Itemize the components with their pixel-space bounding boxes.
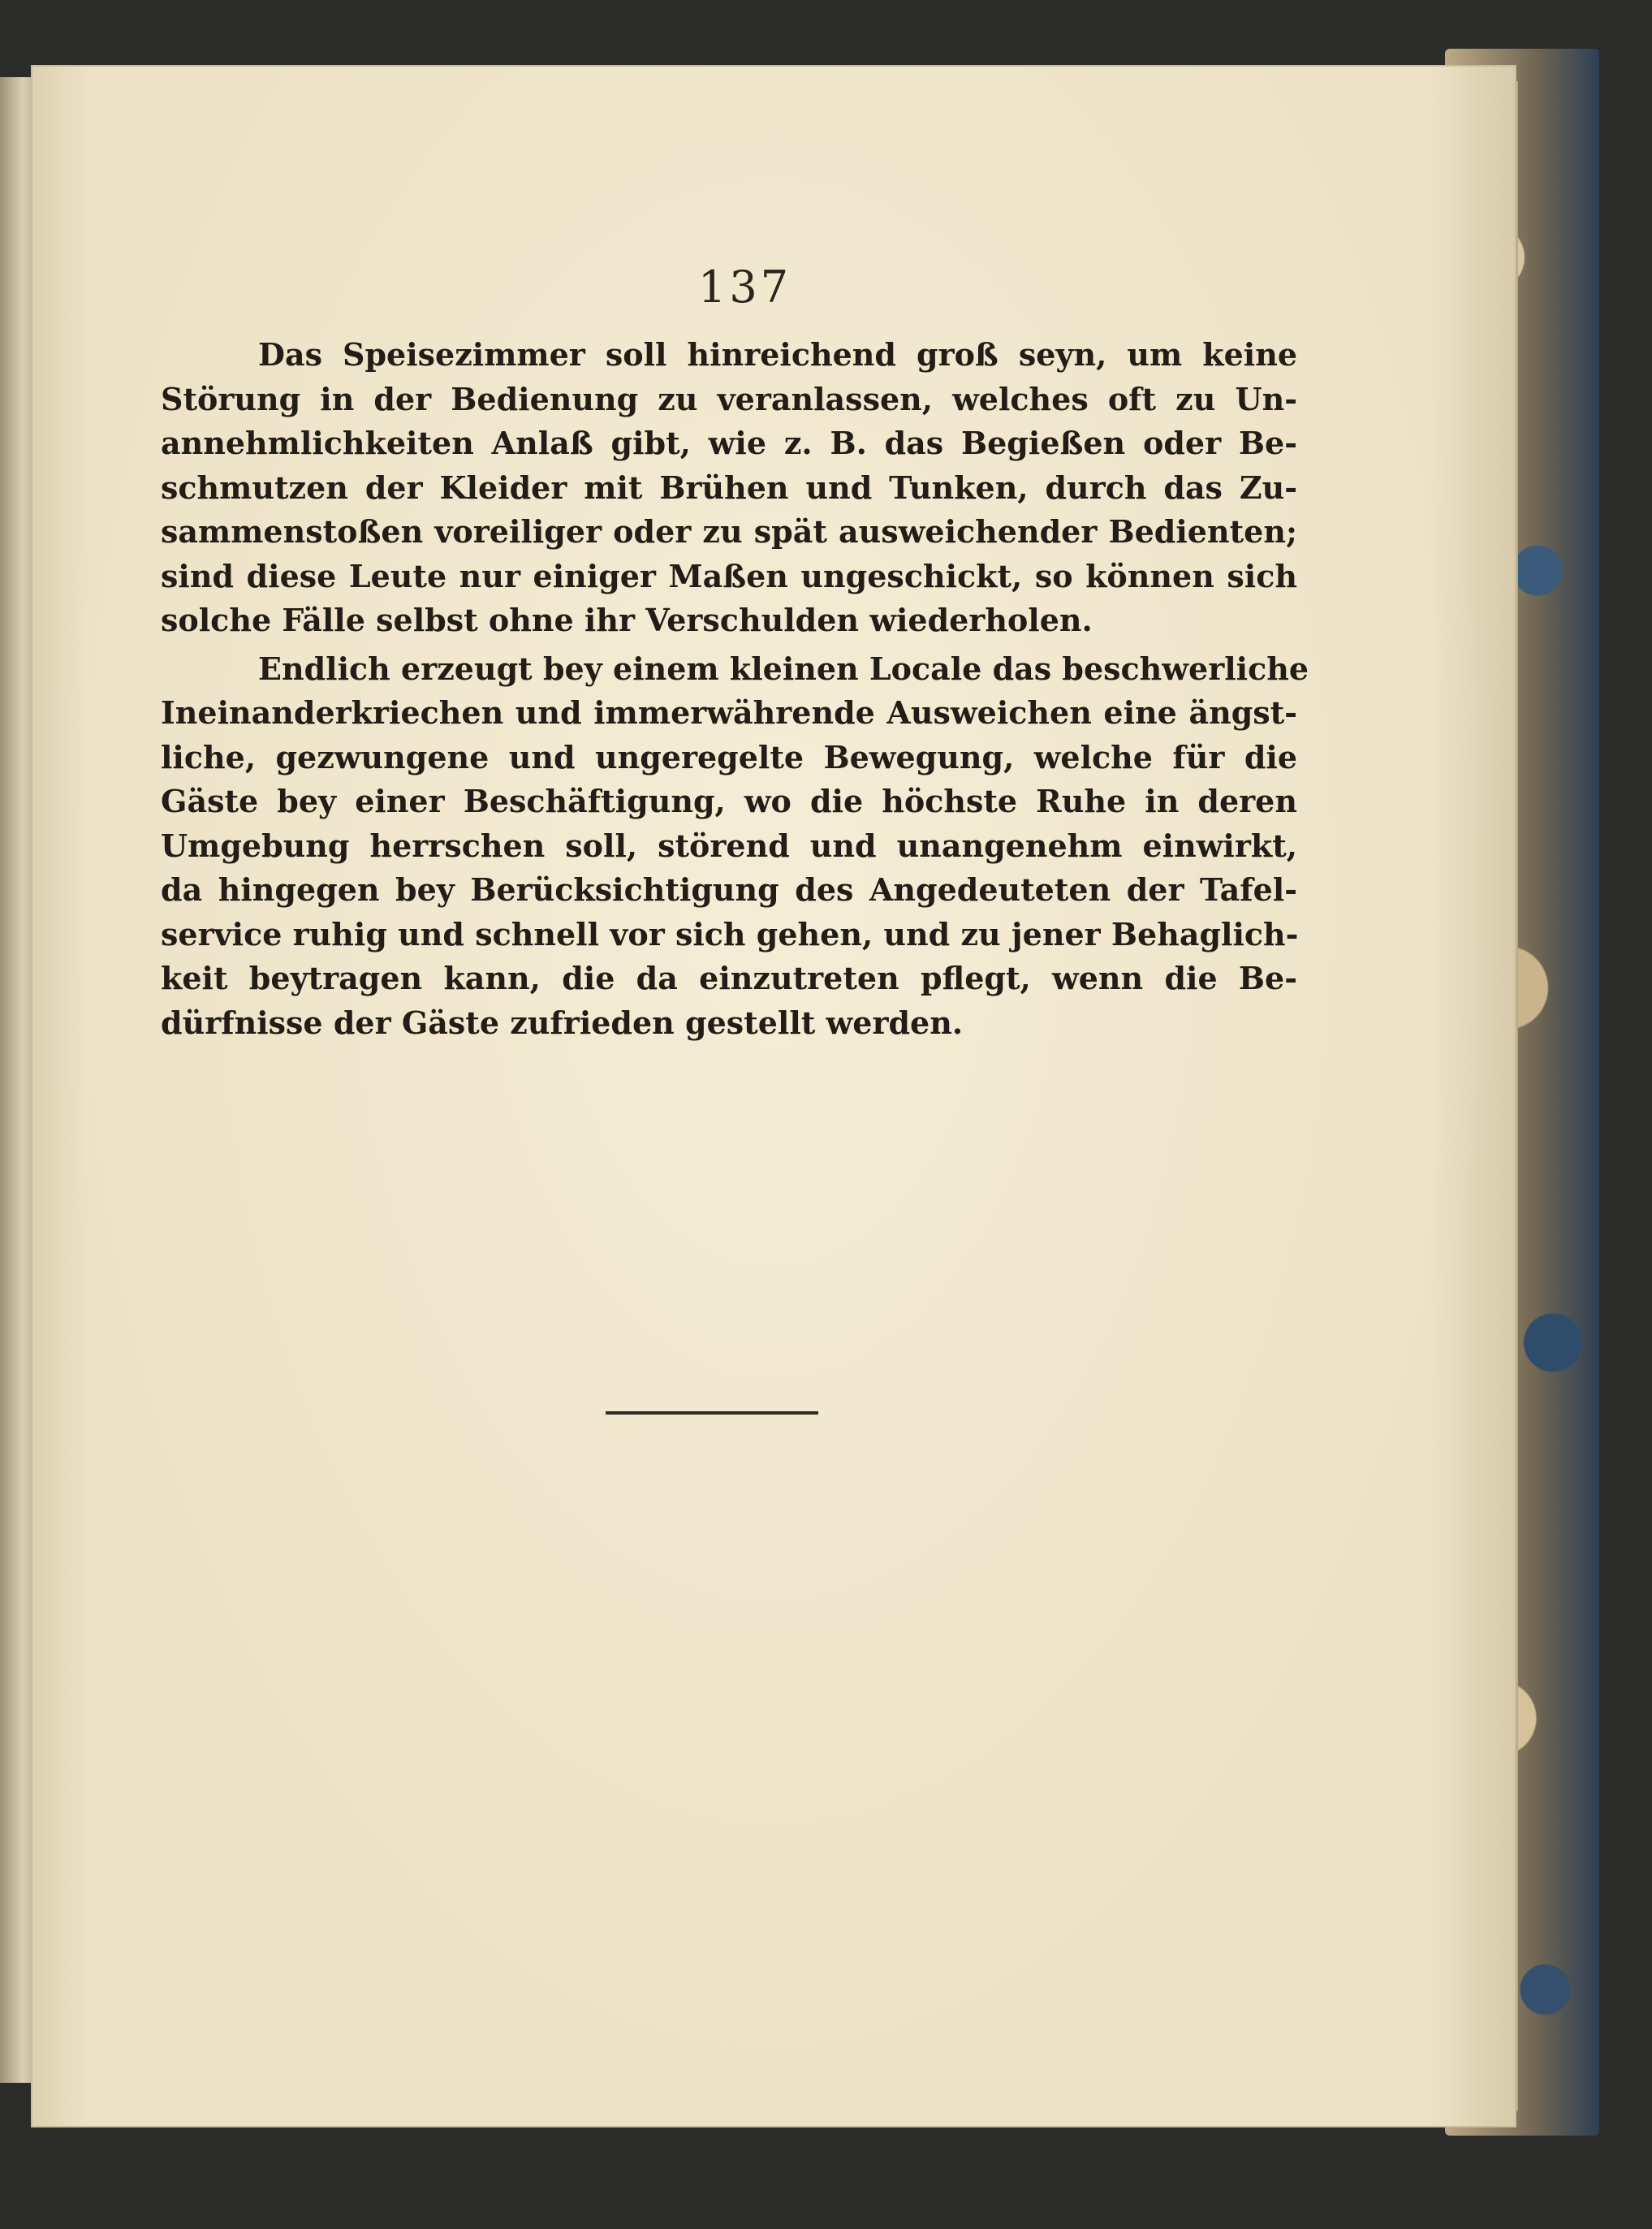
text-line: Störung in der Bedienung zu veranlassen, welches oft zu Un-: [161, 380, 1297, 417]
text-line: annehmlichkeiten Anlaß gibt, wie z. B. das Begießen oder Be-: [161, 425, 1297, 461]
text-line: dürfnisse der Gäste zufrieden gestellt werden.: [161, 1004, 964, 1041]
text-line: Umgebung herrschen soll, störend und unangenehm einwirkt,: [161, 827, 1297, 864]
text-line: sind diese Leute nur einiger Maßen ungeschickt, so können sich: [161, 557, 1297, 594]
text-line: schmutzen der Kleider mit Brühen und Tunken, durch das Zu-: [161, 469, 1297, 506]
text-line: Ineinanderkriechen und immerwährende Ausweichen eine ängst-: [161, 694, 1297, 731]
text-line: da hingegen bey Berücksichtigung des Angedeuteten der Tafel-: [161, 871, 1297, 908]
left-page-edge: [0, 77, 32, 2083]
section-end-rule: [606, 1411, 818, 1415]
paragraph-2: [161, 647, 1309, 1046]
text-line: Endlich erzeugt bey einem kleinen Locale das beschwerliche: [258, 650, 1309, 687]
text-line: liche, gezwungene und ungeregelte Bewegung, welche für die: [161, 738, 1297, 775]
body-text: [161, 333, 1309, 1045]
text-line: service ruhig und schnell vor sich gehen, und zu jener Behaglich-: [161, 915, 1299, 953]
text-line: keit beytragen kann, die da einzutreten pflegt, wenn die Be-: [161, 960, 1297, 996]
text-line: Gäste bey einer Beschäftigung, wo die höchste Ruhe in deren: [161, 783, 1297, 819]
paragraph-1: [161, 333, 1297, 643]
page-number: 137: [698, 261, 792, 313]
text-line: solche Fälle selbst ohne ihr Verschulden wiederholen.: [161, 602, 1093, 638]
text-line: sammenstoßen voreiliger oder zu spät ausweichender Bedienten;: [161, 513, 1297, 550]
text-line: Das Speisezimmer soll hinreichend groß seyn, um keine: [258, 336, 1297, 373]
book-page: [31, 65, 1516, 2127]
